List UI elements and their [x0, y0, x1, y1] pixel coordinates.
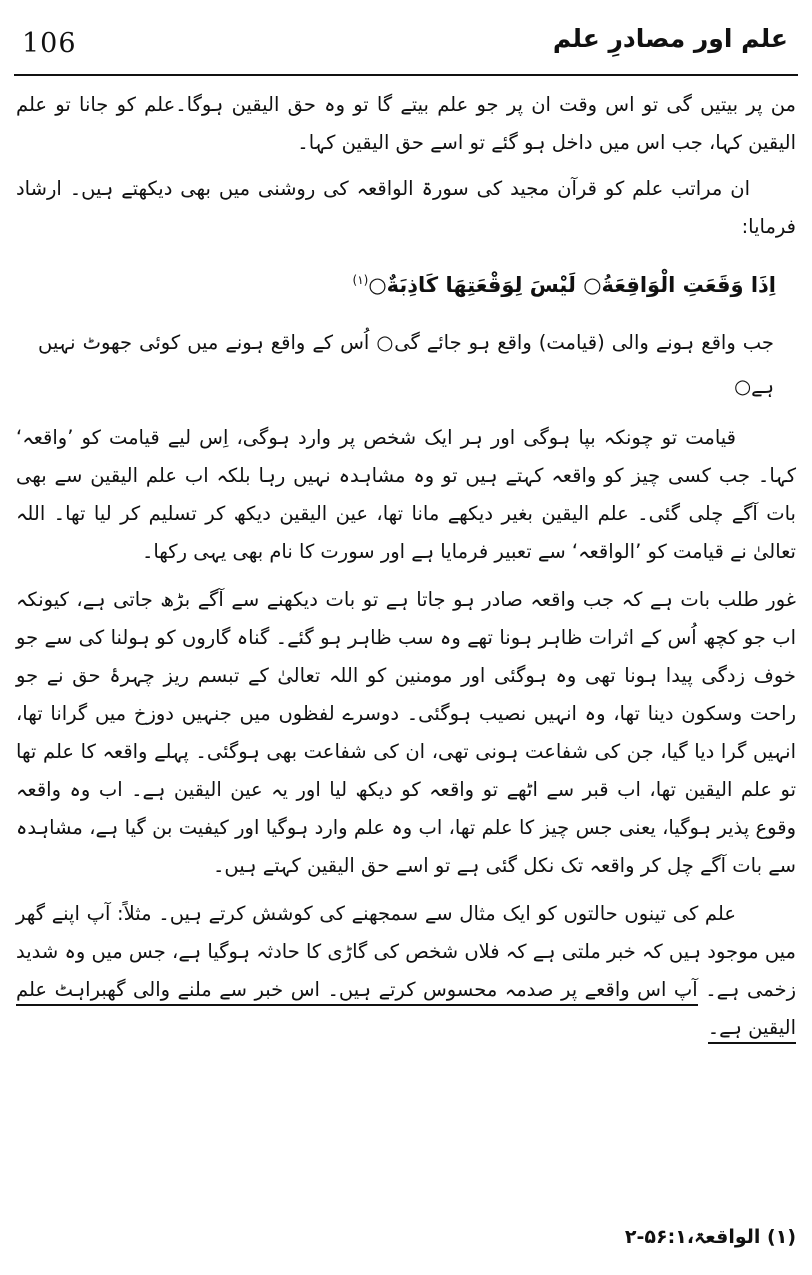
page-header — [14, 22, 798, 66]
page-body — [16, 86, 796, 1047]
header-divider — [14, 74, 798, 76]
page-number: 106 — [22, 28, 77, 59]
paragraph-1: من پر بیتیں گی تو اس وقت ان پر جو علم بیتے گا تو وہ حق الیقین ہوگا۔علم کو جانا تو علم الیقین کہا، جب اس میں داخل ہو گئے تو اسے حق الیقین کہا۔ — [16, 93, 796, 154]
underlined-sentence: آپ اس واقعے پر صدمہ محسوس کرتے ہیں۔ — [327, 978, 698, 1001]
footnote-marker: (۱) — [352, 273, 369, 287]
underlined-text — [16, 978, 796, 1044]
paragraph-5 — [16, 895, 796, 1047]
quranic-verse — [16, 260, 796, 305]
paragraph-4: غور طلب بات ہے کہ جب واقعہ صادر ہو جاتا ہے تو بات دیکھنے سے آگے بڑھ جاتی ہے، کیونکہ اب جو کچھ اُس کے اثرات ظاہر ہونا تھے وہ سب ظاہر ہو گئے۔ گناہ گاروں کو ہولنا کی سے جو خوف زدگی پیدا ہونا تھی وہ ہوگئی اور مومنین کو اللہ تعالیٰ کے تبسم ریز چہرۂ حق نے جو راحت وسکون دینا تھا، وہ انہیں نصیب ہوگئی۔ دوسرے لفظوں میں جنہیں دوزخ میں گرانا تھا، انہیں گرا دیا گیا، جن کی شفاعت ہونی تھی، ان کی شفاعت بھی ہوگئی۔ پہلے واقعہ کا علم تھا تو علم الیقین تھا، اب قبر سے اٹھے تو واقعہ کو دیکھ لیا اور یہ عین الیقین ہے۔ اب وہ واقعہ وقوع پذیر ہوگیا، یعنی جس چیز کا علم تھا، اب وہ علم وارد ہوگیا اور کیفیت بن گیا ہے، مشاہدہ سے بات آگے چل کر واقعہ تک نکل گئی ہے تو اسے حق الیقین کہتے ہیں۔ — [16, 588, 796, 877]
paragraph-3: قیامت تو چونکہ بپا ہوگی اور ہر ایک شخص پر وارد ہوگی، اِس لیے قیامت کو ’واقعہ‘ کہا۔ جب کسی چیز کو واقعہ کہتے ہیں تو وہ مشاہدہ نہیں رہا بلکہ اب علم الیقین سے بھی بات آگے چلی گئی۔ علم الیقین بغیر دیکھے مانا تھا، عین الیقین دیکھ کر تسلیم کر لیا تھا۔ اللہ تعالیٰ نے قیامت کو ’الواقعہ‘ سے تعبیر فرمایا ہے اور سورت کا نام بھی یہی رکھا۔ — [16, 426, 796, 563]
footnote: (۱) الواقعۃ،۵۶:۱-۲ — [624, 1226, 796, 1248]
underlined-tail: اس خبر سے ملنے والی گھبراہٹ علم الیقین ہے۔ — [16, 978, 796, 1039]
verse-translation: جب واقع ہونے والی (قیامت) واقع ہو جائے گی○ اُس کے واقع ہونے میں کوئی جھوٹ نہیں ہے○ — [38, 331, 774, 398]
verse-text: اِذَا وَقَعَتِ الْوَاقِعَةُ○ لَيْسَ لِوَقْعَتِهَا كَاذِبَةٌ○ — [368, 273, 776, 297]
paragraph-2: ان مراتب علم کو قرآن مجید کی سورۃ الواقعہ کی روشنی میں بھی دیکھتے ہیں۔ ارشاد فرمایا: — [16, 177, 796, 238]
running-title: علم اور مصادرِ علم — [552, 24, 788, 53]
paragraph-5-text: علم کی تینوں حالتوں کو ایک مثال سے سمجھنے کی کوشش کرتے ہیں۔ مثلاً: آپ اپنے گھر میں موجود ہیں کہ خبر ملتی ہے کہ فلاں شخص کی گاڑی کا حادثہ ہوگیا ہے، جس میں وہ شدید زخمی ہے۔ — [16, 902, 796, 1001]
